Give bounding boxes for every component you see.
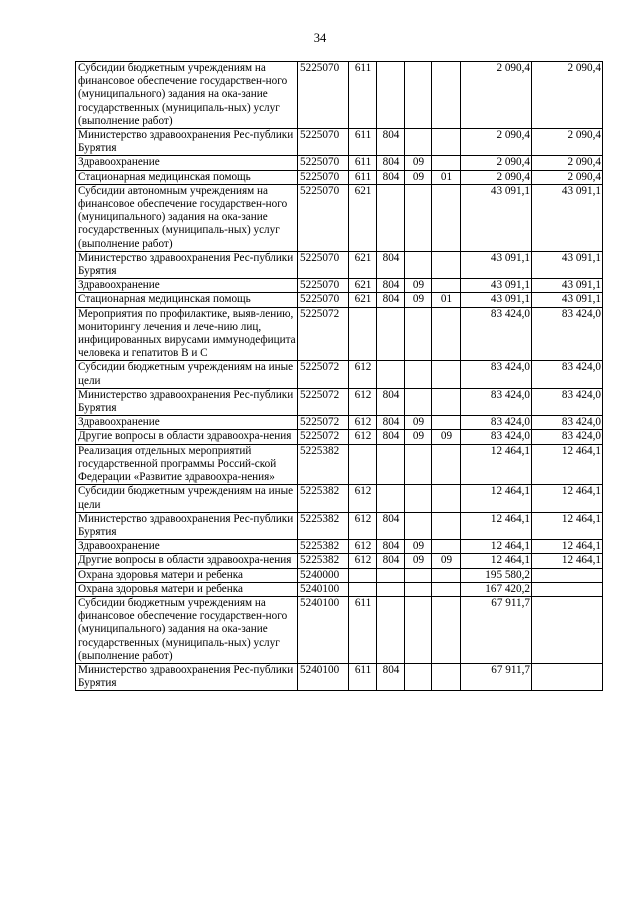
- table-row: [76, 170, 603, 184]
- section-cell: [405, 184, 432, 251]
- table-row: [76, 485, 603, 512]
- amount-second-cell: 2 090,4: [532, 129, 603, 156]
- amount-second-cell: [532, 663, 603, 690]
- expense-type-cell: [349, 568, 377, 582]
- amount-cell: 67 911,7: [461, 596, 532, 663]
- target-code-cell: 5225072: [298, 307, 349, 361]
- subsection-cell: 09: [432, 430, 461, 444]
- subsection-cell: [432, 388, 461, 415]
- amount-second-cell: [532, 596, 603, 663]
- amount-second-cell: 43 091,1: [532, 279, 603, 293]
- table-row: [76, 416, 603, 430]
- ministry-code-cell: 804: [377, 663, 405, 690]
- amount-cell: 12 464,1: [461, 512, 532, 539]
- section-cell: 09: [405, 540, 432, 554]
- table-row: [76, 279, 603, 293]
- table-row: [76, 554, 603, 568]
- target-code-cell: 5225070: [298, 129, 349, 156]
- item-name-cell: Министерство здравоохранения Рес-публики Бурятия: [76, 251, 298, 278]
- section-cell: [405, 129, 432, 156]
- section-cell: 09: [405, 554, 432, 568]
- ministry-code-cell: 804: [377, 279, 405, 293]
- item-name-cell: Субсидии бюджетным учреждениям на иные цели: [76, 361, 298, 388]
- target-code-cell: 5225072: [298, 361, 349, 388]
- amount-cell: 12 464,1: [461, 540, 532, 554]
- table-row: [76, 251, 603, 278]
- subsection-cell: [432, 307, 461, 361]
- table-row: [76, 184, 603, 251]
- amount-cell: 83 424,0: [461, 307, 532, 361]
- section-cell: [405, 361, 432, 388]
- subsection-cell: [432, 62, 461, 129]
- item-name-cell: Субсидии бюджетным учреждениям на финансовое обеспечение государствен-ного (муниципального) задания на ока-зание государственных (муниципаль-ных) услуг (выполнение работ): [76, 596, 298, 663]
- ministry-code-cell: 804: [377, 540, 405, 554]
- subsection-cell: [432, 568, 461, 582]
- ministry-code-cell: [377, 596, 405, 663]
- subsection-cell: 01: [432, 170, 461, 184]
- amount-cell: 2 090,4: [461, 62, 532, 129]
- budget-table: [75, 61, 603, 691]
- ministry-code-cell: 804: [377, 170, 405, 184]
- ministry-code-cell: 804: [377, 554, 405, 568]
- expense-type-cell: 612: [349, 416, 377, 430]
- ministry-code-cell: [377, 361, 405, 388]
- table-row: [76, 293, 603, 307]
- section-cell: 09: [405, 430, 432, 444]
- amount-cell: 43 091,1: [461, 184, 532, 251]
- item-name-cell: Министерство здравоохранения Рес-публики Бурятия: [76, 388, 298, 415]
- subsection-cell: [432, 361, 461, 388]
- ministry-code-cell: 804: [377, 156, 405, 170]
- expense-type-cell: 611: [349, 156, 377, 170]
- amount-second-cell: 83 424,0: [532, 361, 603, 388]
- ministry-code-cell: 804: [377, 512, 405, 539]
- item-name-cell: Министерство здравоохранения Рес-публики Бурятия: [76, 129, 298, 156]
- section-cell: [405, 512, 432, 539]
- expense-type-cell: 621: [349, 251, 377, 278]
- target-code-cell: 5225382: [298, 444, 349, 485]
- amount-cell: 12 464,1: [461, 485, 532, 512]
- item-name-cell: Здравоохранение: [76, 416, 298, 430]
- target-code-cell: 5240100: [298, 596, 349, 663]
- table-row: [76, 307, 603, 361]
- expense-type-cell: [349, 582, 377, 596]
- item-name-cell: Другие вопросы в области здравоохра-нения: [76, 554, 298, 568]
- ministry-code-cell: [377, 485, 405, 512]
- amount-cell: 2 090,4: [461, 170, 532, 184]
- table-row: [76, 62, 603, 129]
- item-name-cell: Охрана здоровья матери и ребенка: [76, 582, 298, 596]
- target-code-cell: 5225070: [298, 293, 349, 307]
- section-cell: [405, 568, 432, 582]
- section-cell: [405, 444, 432, 485]
- ministry-code-cell: [377, 582, 405, 596]
- subsection-cell: 09: [432, 554, 461, 568]
- amount-second-cell: 83 424,0: [532, 307, 603, 361]
- section-cell: 09: [405, 293, 432, 307]
- target-code-cell: 5225382: [298, 554, 349, 568]
- amount-cell: 67 911,7: [461, 663, 532, 690]
- item-name-cell: Здравоохранение: [76, 156, 298, 170]
- expense-type-cell: 612: [349, 512, 377, 539]
- item-name-cell: Субсидии автономным учреждениям на финансовое обеспечение государствен-ного (муниципального) задания на ока-зание государственных (муниципаль-ных) услуг (выполнение работ): [76, 184, 298, 251]
- amount-second-cell: [532, 582, 603, 596]
- target-code-cell: 5225070: [298, 279, 349, 293]
- amount-second-cell: 2 090,4: [532, 170, 603, 184]
- subsection-cell: [432, 416, 461, 430]
- expense-type-cell: 611: [349, 596, 377, 663]
- expense-type-cell: 611: [349, 129, 377, 156]
- target-code-cell: 5225382: [298, 512, 349, 539]
- target-code-cell: 5225072: [298, 416, 349, 430]
- subsection-cell: [432, 596, 461, 663]
- table-row: [76, 129, 603, 156]
- table-row: [76, 512, 603, 539]
- table-row: [76, 388, 603, 415]
- amount-cell: 43 091,1: [461, 251, 532, 278]
- subsection-cell: [432, 184, 461, 251]
- subsection-cell: [432, 156, 461, 170]
- amount-cell: 12 464,1: [461, 444, 532, 485]
- section-cell: 09: [405, 156, 432, 170]
- target-code-cell: 5240000: [298, 568, 349, 582]
- item-name-cell: Субсидии бюджетным учреждениям на финансовое обеспечение государствен-ного (муниципального) задания на ока-зание государственных (муниципаль-ных) услуг (выполнение работ): [76, 62, 298, 129]
- ministry-code-cell: [377, 568, 405, 582]
- target-code-cell: 5225070: [298, 62, 349, 129]
- amount-second-cell: 12 464,1: [532, 444, 603, 485]
- ministry-code-cell: 804: [377, 293, 405, 307]
- amount-second-cell: 12 464,1: [532, 485, 603, 512]
- item-name-cell: Министерство здравоохранения Рес-публики Бурятия: [76, 663, 298, 690]
- expense-type-cell: 621: [349, 293, 377, 307]
- subsection-cell: [432, 251, 461, 278]
- amount-second-cell: 12 464,1: [532, 512, 603, 539]
- target-code-cell: 5240100: [298, 663, 349, 690]
- amount-cell: 83 424,0: [461, 430, 532, 444]
- item-name-cell: Субсидии бюджетным учреждениям на иные цели: [76, 485, 298, 512]
- amount-second-cell: 83 424,0: [532, 388, 603, 415]
- subsection-cell: [432, 279, 461, 293]
- subsection-cell: [432, 129, 461, 156]
- item-name-cell: Другие вопросы в области здравоохра-нения: [76, 430, 298, 444]
- ministry-code-cell: 804: [377, 251, 405, 278]
- amount-second-cell: [532, 568, 603, 582]
- expense-type-cell: 611: [349, 62, 377, 129]
- table-row: [76, 444, 603, 485]
- ministry-code-cell: 804: [377, 388, 405, 415]
- expense-type-cell: 621: [349, 184, 377, 251]
- section-cell: [405, 62, 432, 129]
- amount-second-cell: 43 091,1: [532, 184, 603, 251]
- amount-second-cell: 43 091,1: [532, 293, 603, 307]
- ministry-code-cell: [377, 307, 405, 361]
- ministry-code-cell: [377, 184, 405, 251]
- item-name-cell: Мероприятия по профилактике, выяв-лению, мониторингу лечения и лече-нию лиц, инфицированных вирусами иммунодефицита человека и гепатитов В и С: [76, 307, 298, 361]
- expense-type-cell: 612: [349, 540, 377, 554]
- amount-cell: 43 091,1: [461, 279, 532, 293]
- target-code-cell: 5225382: [298, 540, 349, 554]
- amount-cell: 12 464,1: [461, 554, 532, 568]
- subsection-cell: [432, 485, 461, 512]
- ministry-code-cell: 804: [377, 416, 405, 430]
- section-cell: [405, 485, 432, 512]
- table-row: [76, 596, 603, 663]
- section-cell: [405, 582, 432, 596]
- expense-type-cell: [349, 307, 377, 361]
- table-row: [76, 430, 603, 444]
- expense-type-cell: 611: [349, 663, 377, 690]
- ministry-code-cell: [377, 444, 405, 485]
- item-name-cell: Здравоохранение: [76, 540, 298, 554]
- amount-cell: 195 580,2: [461, 568, 532, 582]
- target-code-cell: 5225072: [298, 430, 349, 444]
- amount-second-cell: 12 464,1: [532, 554, 603, 568]
- section-cell: 09: [405, 279, 432, 293]
- target-code-cell: 5225070: [298, 156, 349, 170]
- subsection-cell: 01: [432, 293, 461, 307]
- section-cell: [405, 596, 432, 663]
- table-row: [76, 156, 603, 170]
- expense-type-cell: 611: [349, 170, 377, 184]
- amount-second-cell: 43 091,1: [532, 251, 603, 278]
- table-row: [76, 582, 603, 596]
- section-cell: [405, 388, 432, 415]
- expense-type-cell: 612: [349, 361, 377, 388]
- amount-cell: 83 424,0: [461, 361, 532, 388]
- table-row: [76, 568, 603, 582]
- item-name-cell: Стационарная медицинская помощь: [76, 293, 298, 307]
- section-cell: 09: [405, 416, 432, 430]
- amount-second-cell: 83 424,0: [532, 416, 603, 430]
- target-code-cell: 5225072: [298, 388, 349, 415]
- target-code-cell: 5225070: [298, 184, 349, 251]
- ministry-code-cell: 804: [377, 129, 405, 156]
- target-code-cell: 5225382: [298, 485, 349, 512]
- page-number: 34: [313, 31, 327, 45]
- budget-table-body: [76, 62, 603, 691]
- item-name-cell: Охрана здоровья матери и ребенка: [76, 568, 298, 582]
- amount-cell: 83 424,0: [461, 416, 532, 430]
- ministry-code-cell: 804: [377, 430, 405, 444]
- amount-cell: 83 424,0: [461, 388, 532, 415]
- expense-type-cell: 612: [349, 485, 377, 512]
- expense-type-cell: [349, 444, 377, 485]
- table-row: [76, 663, 603, 690]
- amount-second-cell: 2 090,4: [532, 156, 603, 170]
- target-code-cell: 5225070: [298, 251, 349, 278]
- amount-cell: 2 090,4: [461, 156, 532, 170]
- ministry-code-cell: [377, 62, 405, 129]
- subsection-cell: [432, 663, 461, 690]
- subsection-cell: [432, 512, 461, 539]
- amount-second-cell: 2 090,4: [532, 62, 603, 129]
- target-code-cell: 5225070: [298, 170, 349, 184]
- expense-type-cell: 621: [349, 279, 377, 293]
- table-row: [76, 361, 603, 388]
- item-name-cell: Стационарная медицинская помощь: [76, 170, 298, 184]
- subsection-cell: [432, 582, 461, 596]
- item-name-cell: Здравоохранение: [76, 279, 298, 293]
- subsection-cell: [432, 444, 461, 485]
- section-cell: [405, 251, 432, 278]
- subsection-cell: [432, 540, 461, 554]
- section-cell: [405, 307, 432, 361]
- target-code-cell: 5240100: [298, 582, 349, 596]
- section-cell: 09: [405, 170, 432, 184]
- item-name-cell: Реализация отдельных мероприятий государственной программы Россий-ской Федерации «Развитие здравоохра-нения»: [76, 444, 298, 485]
- section-cell: [405, 663, 432, 690]
- expense-type-cell: 612: [349, 554, 377, 568]
- amount-second-cell: 83 424,0: [532, 430, 603, 444]
- expense-type-cell: 612: [349, 430, 377, 444]
- amount-cell: 2 090,4: [461, 129, 532, 156]
- amount-cell: 167 420,2: [461, 582, 532, 596]
- item-name-cell: Министерство здравоохранения Рес-публики Бурятия: [76, 512, 298, 539]
- amount-second-cell: 12 464,1: [532, 540, 603, 554]
- table-row: [76, 540, 603, 554]
- amount-cell: 43 091,1: [461, 293, 532, 307]
- expense-type-cell: 612: [349, 388, 377, 415]
